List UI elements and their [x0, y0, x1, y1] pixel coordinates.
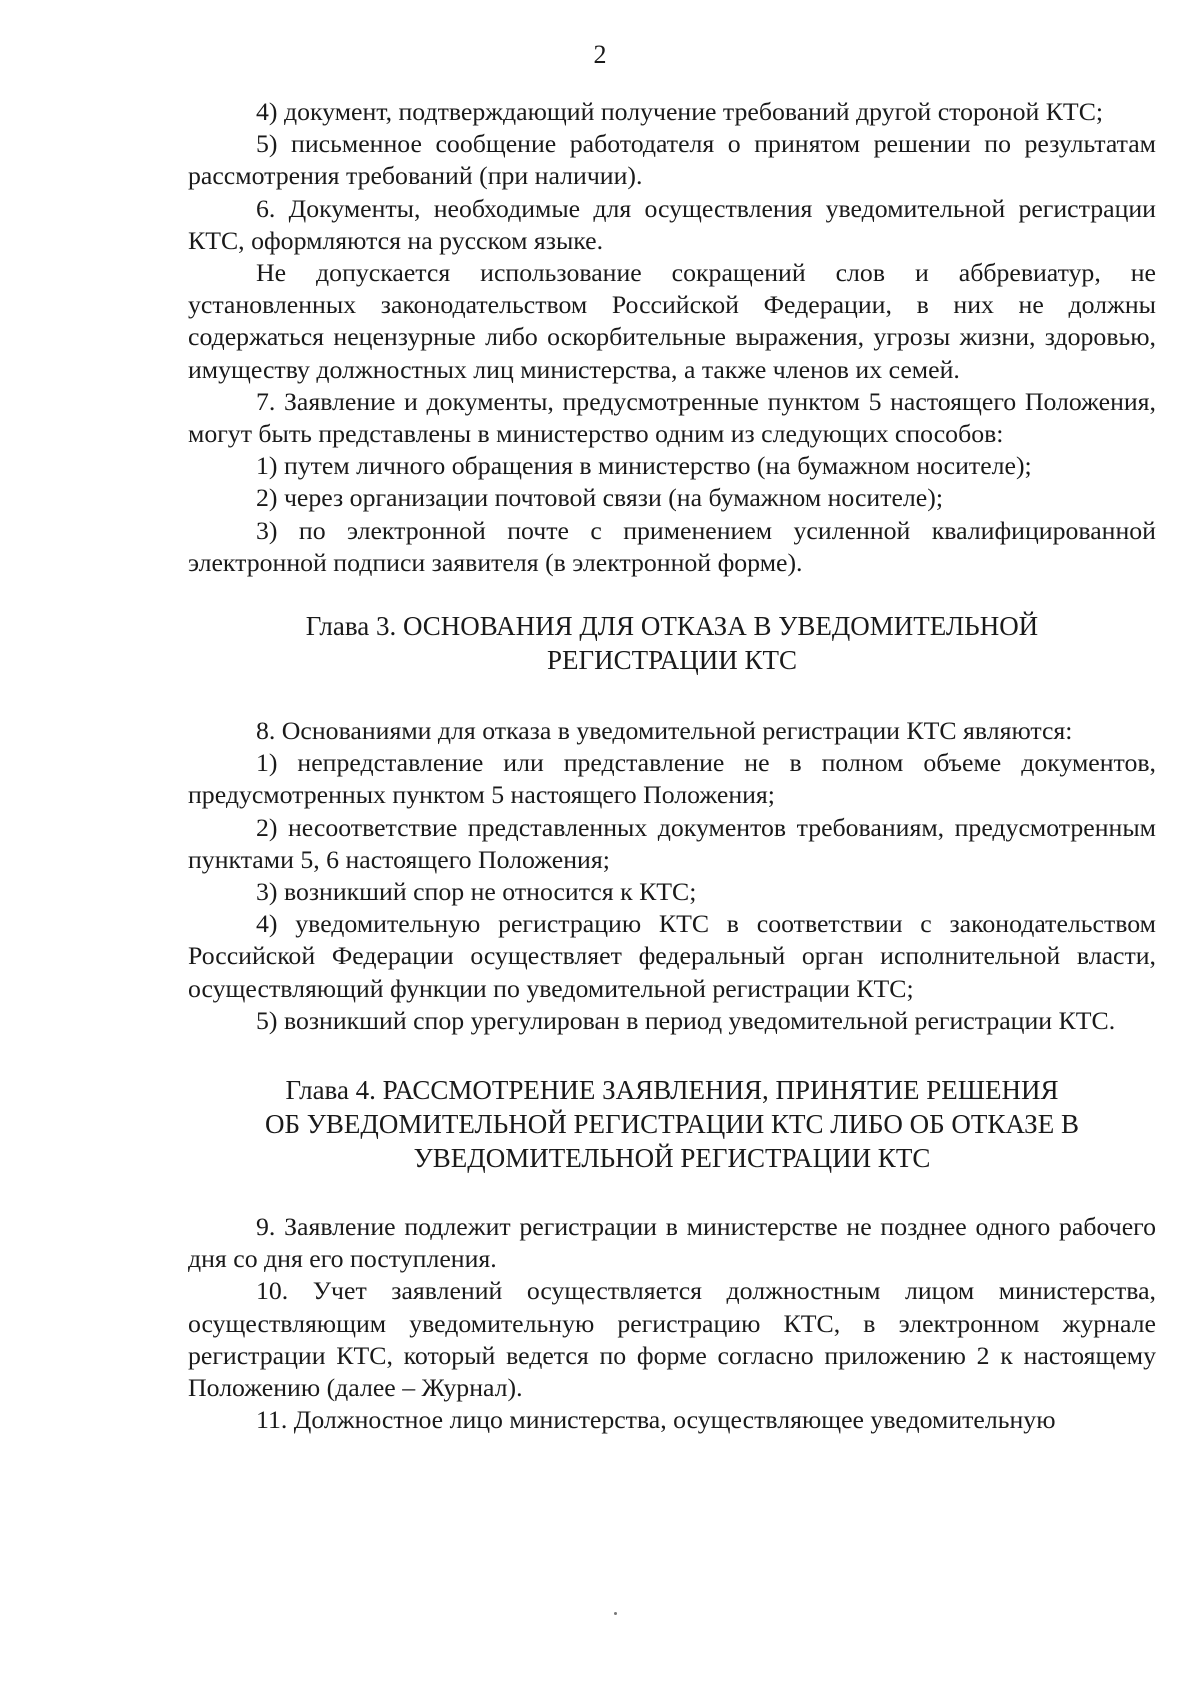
paragraph-clause-6: 6. Документы, необходимые для осуществления уведомительной регистрации КТС, оформляются на русском языке. — [188, 193, 1156, 255]
document-body — [188, 96, 1156, 1437]
chapter-4-heading-line: Глава 4. РАССМОТРЕНИЕ ЗАЯВЛЕНИЯ, ПРИНЯТИЕ РЕШЕНИЯ — [285, 1075, 1059, 1106]
paragraph-clause-7: 7. Заявление и документы, предусмотренные пунктом 5 настоящего Положения, могут быть представлены в министерство одним из следующих способов: — [188, 386, 1156, 449]
chapter-4-heading — [188, 1073, 1156, 1175]
chapter-3-body — [188, 715, 1156, 1037]
chapter-3-heading-line: РЕГИСТРАЦИИ КТС — [547, 645, 797, 676]
paragraph-method-3: 3) по электронной почте с применением усиленной квалифицированной электронной подписи заявителя (в электронной форме). — [188, 515, 1156, 577]
chapter-4-body — [188, 1211, 1156, 1436]
section-items-continued — [188, 96, 1156, 579]
chapter-3-heading — [188, 609, 1156, 677]
chapter-3-heading-line: Глава 3. ОСНОВАНИЯ ДЛЯ ОТКАЗА В УВЕДОМИТЕЛЬНОЙ — [305, 611, 1039, 642]
paragraph-item-5: 5) письменное сообщение работодателя о принятом решении по результатам рассмотрения требований (при наличии). — [188, 129, 1156, 191]
paragraph-clause-9: 9. Заявление подлежит регистрации в министерстве не позднее одного рабочего дня со дня его поступления. — [188, 1212, 1156, 1274]
chapter-4-heading-line: УВЕДОМИТЕЛЬНОЙ РЕГИСТРАЦИИ КТС — [413, 1143, 931, 1174]
paragraph-ground-2: 2) несоответствие представленных документов требованиям, предусмотренным пунктами 5, 6 настоящего Положения; — [188, 812, 1156, 874]
paragraph-clause-11: 11. Должностное лицо министерства, осуществляющее уведомительную — [256, 1405, 1056, 1435]
page-number: 2 — [593, 40, 607, 69]
chapter-4-heading-line: ОБ УВЕДОМИТЕЛЬНОЙ РЕГИСТРАЦИИ КТС ЛИБО ОБ ОТКАЗЕ В — [265, 1109, 1079, 1140]
scan-speck — [614, 1612, 617, 1615]
paragraph-ground-3: 3) возникший спор не относится к КТС; — [256, 877, 697, 907]
paragraph-clause-10: 10. Учет заявлений осуществляется должностным лицом министерства, осуществляющим уведомительную регистрацию КТС, в электронном журнале регистрации КТС, который ведется по форме согласно приложению 2 к настоящему Положению (далее – Журнал). — [188, 1276, 1156, 1403]
paragraph-clause-8: 8. Основаниями для отказа в уведомительной регистрации КТС являются: — [256, 716, 1073, 746]
paragraph-method-1: 1) путем личного обращения в министерство (на бумажном носителе); — [256, 451, 1032, 481]
paragraph-ground-1: 1) непредставление или представление не в полном объеме документов, предусмотренных пунктом 5 настоящего Положения; — [188, 748, 1156, 810]
paragraph-method-2: 2) через организации почтовой связи (на бумажном носителе); — [256, 483, 944, 513]
paragraph-restrictions: Не допускается использование сокращений слов и аббревиатур, не установленных законодательством Российской Федерации, в них не должны содержаться нецензурные либо оскорбительные выражения, угрозы жизни, здоровью, имуществу должностных лиц министерства, а также членов их семей. — [188, 258, 1156, 384]
paragraph-item-4: 4) документ, подтверждающий получение требований другой стороной КТС; — [256, 97, 1104, 126]
paragraph-ground-5: 5) возникший спор урегулирован в период уведомительной регистрации КТС. — [256, 1005, 1116, 1035]
paragraph-ground-4: 4) уведомительную регистрацию КТС в соответствии с законодательством Российской Федерации осуществляет федеральный орган исполнительной власти, осуществляющий функции по уведомительной регистрации КТС; — [188, 909, 1156, 1003]
